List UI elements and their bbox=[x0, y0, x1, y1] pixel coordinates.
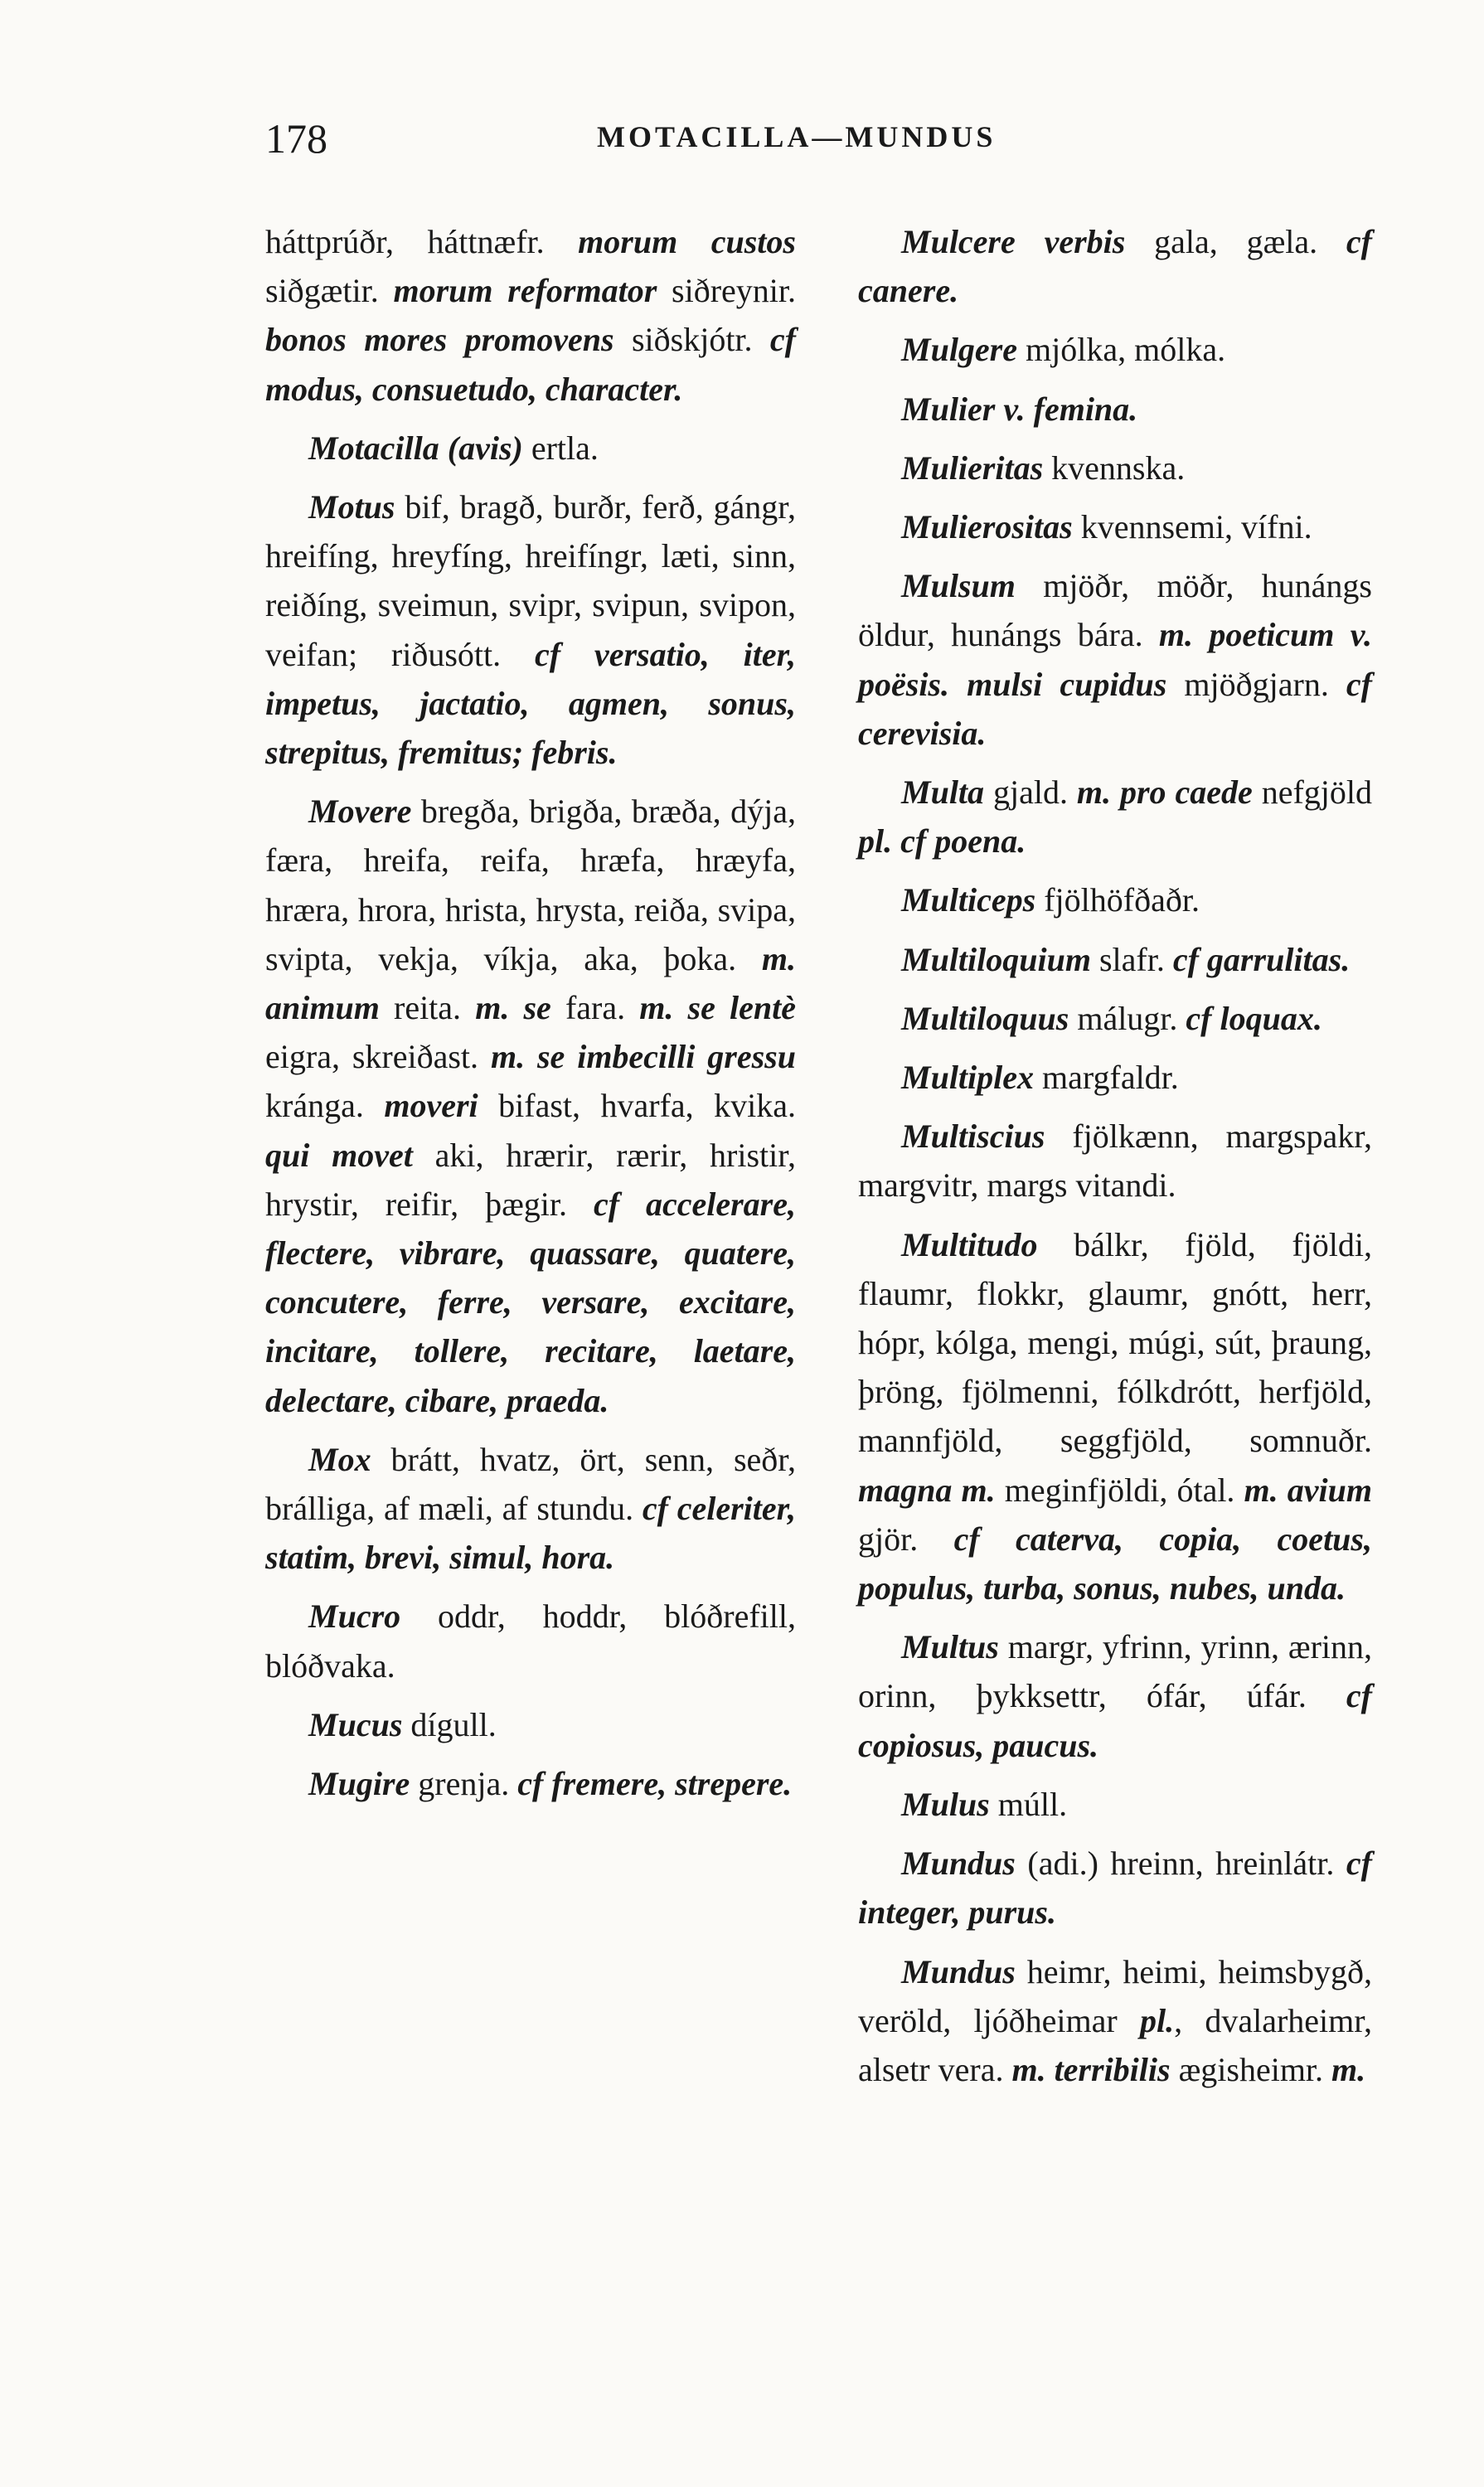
left-column bbox=[265, 217, 796, 1818]
dictionary-entry: Mulgere mjólka, mólka. bbox=[901, 331, 1226, 369]
headword: Mucus bbox=[308, 1705, 403, 1743]
headword: Mox bbox=[308, 1440, 371, 1478]
dictionary-entry: háttprúðr, háttnæfr. morum custos siðgætir. morum reformator siðreynir. bonos mores promovens siðskjótr. cf modus, consuetudo, character. bbox=[265, 223, 797, 408]
page-header bbox=[265, 114, 1360, 164]
right-column bbox=[858, 217, 1372, 2104]
headword: Mulier v. femina. bbox=[901, 390, 1138, 428]
dictionary-entry: Multiplex margfaldr. bbox=[901, 1059, 1179, 1097]
headword: Motacilla (avis) bbox=[308, 429, 523, 467]
dictionary-entry: Multiceps fjölhöfðaðr. bbox=[901, 881, 1200, 919]
headword: Mulieritas bbox=[901, 448, 1044, 487]
dictionary-entry: Mucus dígull. bbox=[308, 1705, 497, 1743]
headword: Multiloquus bbox=[901, 999, 1069, 1037]
dictionary-entry: Mox brátt, hvatz, ört, senn, seðr, brálliga, af mæli, af stundu. cf celeriter, statim, brevi, simul, hora. bbox=[265, 1440, 797, 1577]
headword: Mulierositas bbox=[901, 508, 1073, 546]
headword: Multus bbox=[901, 1628, 999, 1666]
dictionary-entry: Movere bregða, brigða, bræða, dýja, færa, hreifa, reifa, hræfa, hræyfa, hræra, hrora, hrista, hrysta, reiða, svipa, svipta, vekja, víkja, aka, þoka. m. animum reita. m. se fara. m. se lentè eigra, skreiðast. m. se imbecilli gressu kránga. moveri bifast, hvarfa, kvika. qui movet aki, hrærir, rærir, hristir, hrystir, reifir, þægir. cf accelerare, flectere, vibrare, quassare, quatere, concutere, ferre, versare, excitare, incitare, tollere, recitare, laetare, delectare, cibare, praeda. bbox=[265, 793, 797, 1419]
dictionary-entry: Mundus heimr, heimi, heimsbygð, veröld, ljóðheimar pl., dvalarheimr, alsetr vera. m. terribilis ægisheimr. m. bbox=[858, 1952, 1373, 2088]
dictionary-entry: Motus bif, bragð, burðr, ferð, gángr, hreifíng, hreyfíng, hreifíngr, læti, sinn, reiðíng, sveimun, svipr, svipun, svipon, veifan; riðusótt. cf versatio, iter, impetus, jactatio, agmen, sonus, strepitus, fremitus; febris. bbox=[265, 488, 796, 772]
headword: Mugire bbox=[308, 1765, 410, 1803]
dictionary-entry: Mundus (adi.) hreinn, hreinlátr. cf integer, purus. bbox=[858, 1845, 1372, 1932]
headword: Multiloquium bbox=[901, 940, 1091, 978]
headword: Mulcere verbis bbox=[901, 223, 1126, 260]
dictionary-entry: Multa gjald. m. pro caede nefgjöld pl. cf poena. bbox=[858, 773, 1372, 861]
headword: Multiscius bbox=[901, 1117, 1045, 1156]
headword: Multa bbox=[901, 773, 985, 812]
dictionary-entry: Motacilla (avis) ertla. bbox=[308, 429, 599, 467]
dictionary-entry: Mulierositas kvennsemi, vífni. bbox=[901, 508, 1312, 546]
headword: Mucro bbox=[308, 1597, 401, 1636]
headword: Movere bbox=[308, 793, 412, 831]
running-title: MOTACILLA—MUNDUS bbox=[597, 120, 997, 153]
dictionary-entry: Multiloquus málugr. cf loquax. bbox=[901, 999, 1322, 1037]
dictionary-entry: Mugire grenja. cf fremere, strepere. bbox=[308, 1765, 793, 1803]
headword: Multitudo bbox=[901, 1225, 1038, 1263]
dictionary-entry bbox=[858, 385, 1372, 434]
headword: Multiceps bbox=[901, 881, 1036, 919]
page-number: 178 bbox=[265, 115, 327, 162]
dictionary-entry: Mulus múll. bbox=[901, 1785, 1068, 1823]
dictionary-entry: Mulcere verbis gala, gæla. cf canere. bbox=[858, 223, 1372, 310]
headword: Mundus bbox=[901, 1952, 1016, 1990]
headword: Multiplex bbox=[901, 1059, 1035, 1097]
headword: Motus bbox=[308, 488, 395, 526]
headword: Mundus bbox=[901, 1845, 1016, 1883]
dictionary-entry: Multiscius fjölkænn, margspakr, margvitr, margs vitandi. bbox=[858, 1117, 1372, 1205]
dictionary-entry: Multus margr, yfrinn, yrinn, ærinn, orinn, þykksettr, ófár, úfár. cf copiosus, paucus. bbox=[858, 1628, 1372, 1764]
headword: Mulsum bbox=[901, 567, 1016, 605]
headword: Mulus bbox=[901, 1785, 990, 1823]
dictionary-entry: Mulieritas kvennska. bbox=[901, 448, 1186, 487]
dictionary-entry: Multitudo bálkr, fjöld, fjöldi, flaumr, flokkr, glaumr, gnótt, herr, hópr, kólga, mengi, múgi, sút, þraung, þröng, fjölmenni, fólkdrótt, herfjöld, mannfjöld, seggfjöld, somnuðr. magna m. meginfjöldi, ótal. m. avium gjör. cf caterva, copia, coetus, populus, turba, sonus, nubes, unda. bbox=[858, 1225, 1372, 1607]
dictionary-entry: Mucro oddr, hoddr, blóðrefill, blóðvaka. bbox=[265, 1597, 796, 1685]
headword: Mulgere bbox=[901, 331, 1017, 369]
dictionary-entry: Multiloquium slafr. cf garrulitas. bbox=[901, 940, 1351, 978]
dictionary-entry: Mulsum mjöðr, möðr, hunángs öldur, hunángs bára. m. poeticum v. poësis. mulsi cupidus mjöðgjarn. cf cerevisia. bbox=[858, 567, 1372, 752]
